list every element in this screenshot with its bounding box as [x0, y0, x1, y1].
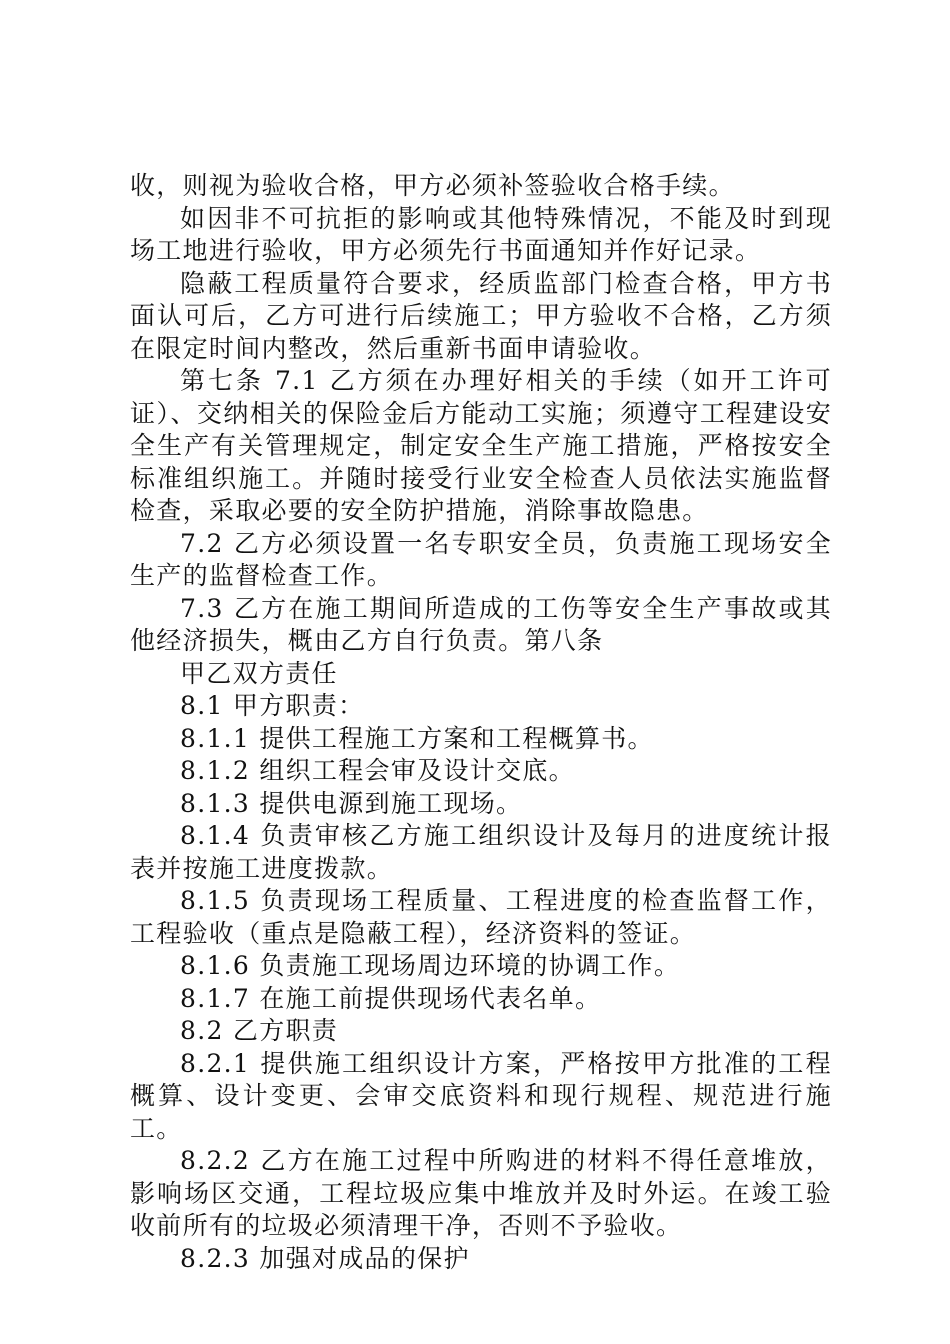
heading-party-a-duties: 8.1 甲方职责：	[180, 691, 365, 720]
paragraph-article-7-3: 7.3 乙方在施工期间所造成的工伤等安全生产事故或其他经济损失，概由乙方自行负责。第八条	[130, 593, 832, 655]
paragraph-article-7-2: 7.2 乙方必须设置一名专职安全员，负责施工现场安全生产的监督检查工作。	[130, 528, 832, 590]
paragraph-concealed-works: 隐蔽工程质量符合要求，经质监部门检查合格，甲方书面认可后，乙方可进行后续施工；甲方验收不合格，乙方须在限定时间内整改，然后重新书面申请验收。	[130, 268, 832, 363]
paragraph-8-1-5: 8.1.5 负责现场工程质量、工程进度的检查监督工作，工程验收（重点是隐蔽工程），经济资料的签证。	[130, 886, 832, 948]
paragraph-8-1-6: 8.1.6 负责施工现场周边环境的协调工作。	[180, 951, 681, 980]
paragraph-8-2-2: 8.2.2 乙方在施工过程中所购进的材料不得任意堆放，影响场区交通，工程垃圾应集中堆放并及时外运。在竣工验收前所有的垃圾必须清理干净，否则不予验收。	[130, 1146, 832, 1240]
paragraph-force-majeure: 如因非不可抗拒的影响或其他特殊情况，不能及时到现场工地进行验收，甲方必须先行书面通知并作好记录。	[130, 203, 832, 265]
document-body	[130, 170, 832, 1275]
heading-party-b-duties: 8.2 乙方职责	[180, 1016, 339, 1045]
paragraph-8-1-1: 8.1.1 提供工程施工方案和工程概算书。	[180, 723, 654, 753]
paragraph-acceptance-continued: 收，则视为验收合格，甲方必须补签验收合格手续。	[130, 171, 735, 200]
paragraph-8-2-1: 8.2.1 提供施工组织设计方案，严格按甲方批准的工程概算、设计变更、会审交底资料和现行规程、规范进行施工。	[130, 1048, 832, 1143]
heading-mutual-responsibilities: 甲乙双方责任	[180, 658, 338, 688]
paragraph-article-7-1: 第七条 7.1 乙方须在办理好相关的手续（如开工许可证）、交纳相关的保险金后方能动工实施；须遵守工程建设安全生产有关管理规定，制定安全生产施工措施，严格按安全标准组织施工。并随时接受行业安全检查人员依法实施监督检查，采取必要的安全防护措施，消除事故隐患。	[130, 366, 832, 525]
paragraph-8-1-4: 8.1.4 负责审核乙方施工组织设计及每月的进度统计报表并按施工进度拨款。	[130, 821, 832, 883]
paragraph-8-1-7: 8.1.7 在施工前提供现场代表名单。	[180, 983, 602, 1013]
paragraph-8-1-3: 8.1.3 提供电源到施工现场。	[180, 788, 523, 818]
paragraph-8-1-2: 8.1.2 组织工程会审及设计交底。	[180, 756, 575, 785]
paragraph-8-2-3: 8.2.3 加强对成品的保护	[180, 1243, 470, 1273]
